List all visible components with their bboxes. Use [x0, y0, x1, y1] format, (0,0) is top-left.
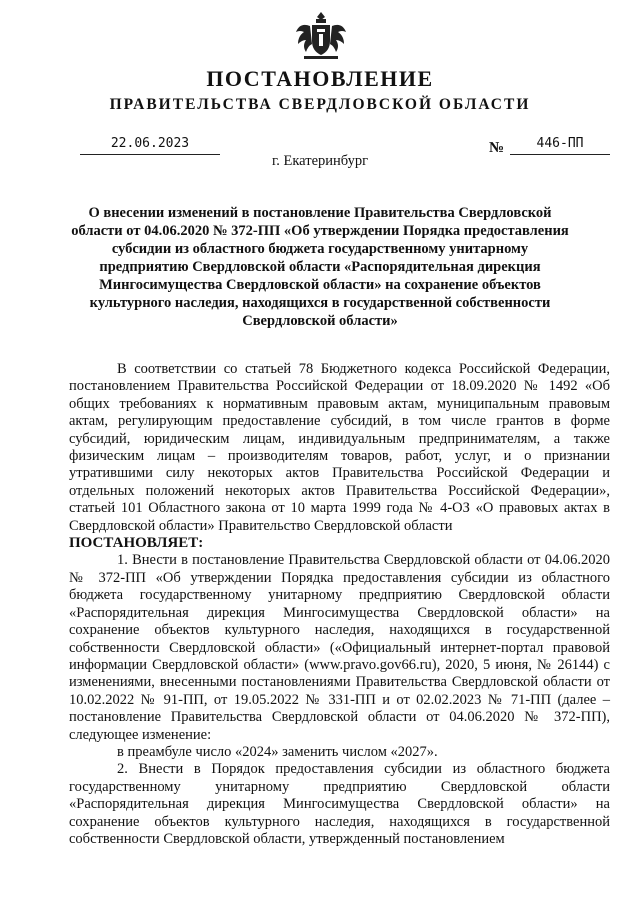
- document-body: [69, 361, 610, 848]
- coat-of-arms-icon: [290, 8, 352, 64]
- item-1-change: в преамбуле число «2024» заменить числом «2027».: [117, 743, 438, 760]
- decree-word: ПОСТАНОВЛЯЕТ:: [69, 535, 204, 552]
- document-heading: О внесении изменений в постановление Правительства Свердловской области от 04.06.2020 № 372-ПП «Об утверждении Порядка предоставления субсидии из областного бюджета государственному унитарному предприятию Свердловской области «Распорядительная дирекция Мингосимущества Свердловской области» на сохранение объектов культурного наследия, находящихся в государственной собственности Свердловской области»: [71, 205, 569, 329]
- issuer-subtitle: ПРАВИТЕЛЬСТВА СВЕРДЛОВСКОЙ ОБЛАСТИ: [109, 96, 531, 113]
- document-number: 446-ПП: [536, 136, 584, 151]
- city-label: г. Екатеринбург: [271, 153, 369, 169]
- item-1-paragraph: 1. Внести в постановление Правительства Свердловской области от 04.06.2020 № 372-ПП «Об утверждении Порядка предоставления субсидии из областного бюджета государственному унитарному предприятию Свердловской области «Распорядительная дирекция Мингосимущества Свердловской области» на сохранение объектов культурного наследия, находящихся в государственной собственности Свердловской области» («Официальный интернет-портал правовой информации Свердловской области» (www.pravo.gov66.ru), 2020, 5 июня, № 26144) с изменениями, внесенными постановлениями Правительства Свердловской области от 10.02.2022 № 91-ПП, от 19.05.2022 № 331-ПП и от 02.02.2023 № 71-ПП (далее – постановление Правительства Свердловской области от 04.06.2020 № 372-ПП), следующее изменение:: [69, 552, 610, 743]
- preamble-paragraph: В соответствии со статьей 78 Бюджетного кодекса Российской Федерации, постановлением Правительства Российской Федерации от 18.09.2020 № 1492 «Об общих требованиях к нормативным правовым актам, муниципальным правовым актам, регулирующим предоставление субсидий, в том числе грантов в форме субсидий, юридическим лицам, индивидуальным предпринимателям, а также физическим лицам – производителям товаров, работ, услуг, и о признании утратившими силу некоторых актов Правительства Российской Федерации и отдельных положений некоторых актов Правительства Российской Федерации», статьей 101 Областного закона от 10 марта 1999 года № 4-ОЗ «О правовых актах в Свердловской области» Правительство Свердловской области: [69, 361, 610, 534]
- document-type-title: ПОСТАНОВЛЕНИЕ: [206, 66, 434, 91]
- number-sign: №: [489, 140, 505, 156]
- item-2-paragraph: 2. Внести в Порядок предоставления субсидии из областного бюджета государственному унитарному предприятию Свердловской области «Распорядительная дирекция Мингосимущества Свердловской области» на сохранение объектов культурного наследия, находящихся в государственной собственности Свердловской области, утвержденный постановлением: [69, 761, 610, 847]
- document-date: 22.06.2023: [110, 136, 190, 151]
